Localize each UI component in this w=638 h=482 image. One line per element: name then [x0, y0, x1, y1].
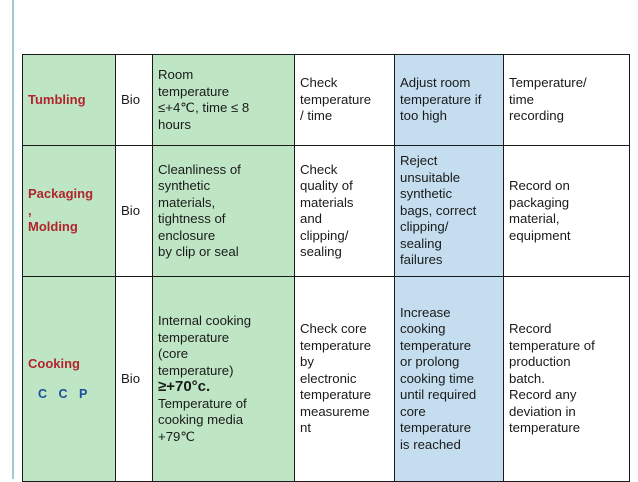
text-line: temperature — [158, 83, 230, 99]
text-line: Temperature of — [158, 395, 247, 411]
table-row — [23, 55, 630, 146]
table-row — [23, 277, 630, 482]
text-line: hours — [158, 116, 191, 132]
text-line: Temperature/ — [509, 75, 587, 91]
hazard-label: Bio — [121, 202, 141, 218]
text-line: Check — [300, 75, 338, 91]
table-row — [23, 146, 630, 277]
text-line: temperature) — [158, 362, 234, 378]
critical-limit-cell — [153, 55, 295, 146]
monitoring-cell — [295, 146, 395, 277]
haccp-table — [22, 54, 630, 482]
monitoring-cell — [295, 55, 395, 146]
text-line: materials, — [158, 194, 216, 210]
text-line: Cleanliness of — [158, 161, 241, 177]
text-line: recording — [509, 108, 564, 124]
text-line: and — [300, 211, 323, 226]
text-line: electronic — [300, 370, 357, 386]
text-line: material, — [509, 211, 560, 226]
stage-cell — [23, 277, 116, 482]
text-line: nt — [300, 420, 311, 436]
stage-cell — [23, 146, 116, 277]
hazard-label: Bio — [121, 91, 141, 107]
text-line: Check core — [300, 321, 367, 337]
records-cell — [504, 277, 630, 482]
text-line: temperature — [400, 337, 472, 353]
text-line: Reject — [400, 153, 438, 169]
text-line: temperature — [300, 387, 372, 403]
monitoring-cell — [295, 277, 395, 482]
text-line: batch. — [509, 370, 545, 386]
text-line: cooking — [400, 321, 446, 337]
corrective-action-cell — [395, 277, 504, 482]
stage-cell — [23, 55, 116, 146]
text-line: clipping/ — [400, 219, 449, 235]
hazard-cell — [116, 146, 153, 277]
text-line: unsuitable — [400, 169, 461, 185]
text-line: temperature of — [509, 337, 595, 353]
text-line: cooking time — [400, 370, 475, 386]
text-line: Check — [300, 161, 338, 177]
text-line: too high — [400, 108, 447, 124]
hazard-cell — [116, 55, 153, 146]
text-line: Record — [509, 321, 552, 337]
text-line: cooking media — [158, 412, 244, 427]
text-line: tightness of — [158, 211, 226, 226]
corrective-action-cell — [395, 55, 504, 146]
text-line: / time — [300, 108, 333, 124]
text-line: temperature — [300, 337, 372, 353]
text-line: Adjust room — [400, 75, 471, 91]
text-line: temperature — [400, 420, 472, 436]
critical-limit-cell — [153, 146, 295, 277]
text-line: failures — [400, 252, 443, 268]
stage-label-line: Packaging — [28, 186, 94, 202]
text-line: Room — [158, 67, 194, 82]
text-line: enclosure — [158, 227, 216, 243]
ccp-badge: C C P — [38, 387, 92, 401]
text-line: Record any — [509, 387, 577, 403]
text-line: temperature — [158, 329, 230, 345]
text-line: synthetic — [400, 186, 453, 202]
text-line: deviation in — [509, 403, 576, 419]
text-line: (core — [158, 346, 189, 361]
text-line: Internal cooking — [158, 313, 252, 328]
text-line: temperature — [300, 91, 372, 107]
text-line: bags, correct — [400, 202, 477, 218]
slide-border-accent — [12, 0, 14, 479]
stage-label: Tumbling — [28, 91, 86, 107]
text-line: materials — [300, 194, 354, 210]
text-line: production — [509, 354, 571, 370]
text-line: until required — [400, 387, 477, 403]
text-line: measureme — [300, 403, 370, 419]
text-line: clipping/ — [300, 227, 349, 243]
text-line: +79℃ — [158, 428, 196, 444]
records-cell — [504, 146, 630, 277]
text-line: or prolong — [400, 354, 460, 370]
stage-label-line: Molding — [28, 219, 78, 235]
text-line: temperature if — [400, 91, 482, 107]
stage-label-line: , — [28, 202, 32, 218]
stage-label: Cooking — [28, 355, 80, 371]
text-line: equipment — [509, 227, 571, 243]
text-line: by — [300, 354, 314, 370]
records-cell — [504, 55, 630, 146]
text-line: sealing — [400, 235, 442, 251]
critical-limit-cell — [153, 277, 295, 482]
text-line: Record on — [509, 178, 570, 193]
text-line: sealing — [300, 244, 342, 259]
text-line: ≥+70°c. — [158, 378, 211, 395]
text-line: Increase — [400, 304, 451, 320]
text-line: core — [400, 403, 426, 419]
text-line: time — [509, 91, 534, 107]
corrective-action-cell — [395, 146, 504, 277]
text-line: packaging — [509, 194, 570, 210]
text-line: ≤+4℃, time ≤ 8 — [158, 100, 250, 115]
text-line: temperature — [509, 420, 581, 436]
text-line: quality of — [300, 178, 353, 193]
text-line: by clip or seal — [158, 244, 239, 259]
text-line: synthetic — [158, 178, 211, 193]
hazard-cell — [116, 277, 153, 482]
text-line: is reached — [400, 436, 461, 452]
hazard-label: Bio — [121, 370, 141, 386]
